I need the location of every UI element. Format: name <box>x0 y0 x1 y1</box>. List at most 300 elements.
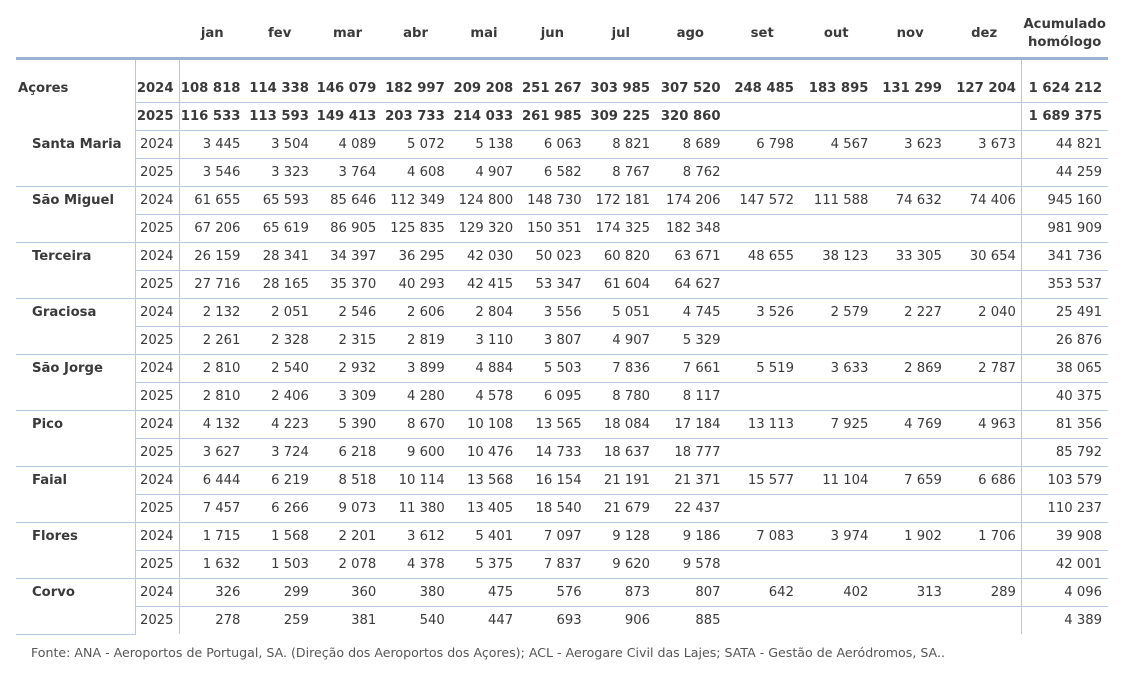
month-value-cell: 2 132 <box>179 299 245 327</box>
accumulated-value-cell: 353 537 <box>1021 271 1108 299</box>
month-value-cell: 209 208 <box>450 75 518 103</box>
month-value-cell <box>947 327 1021 355</box>
month-value-cell: 2 315 <box>314 327 381 355</box>
month-value-cell: 576 <box>518 579 586 607</box>
month-value-cell: 320 860 <box>655 103 725 131</box>
month-value-cell <box>799 495 873 523</box>
month-value-cell <box>799 103 873 131</box>
year-cell: 2025 <box>136 495 179 523</box>
month-value-cell <box>799 215 873 243</box>
month-value-cell <box>726 607 799 635</box>
month-value-cell: 9 073 <box>314 495 381 523</box>
month-value-cell <box>726 159 799 187</box>
name-spacer-cell <box>16 271 136 299</box>
month-value-cell: 10 476 <box>450 439 518 467</box>
header-month-out: out <box>799 10 873 59</box>
island-row <box>16 607 1108 635</box>
month-value-cell: 6 444 <box>179 467 245 495</box>
header-row <box>16 10 1108 59</box>
month-value-cell: 2 328 <box>245 327 313 355</box>
month-value-cell: 4 132 <box>179 411 245 439</box>
year-cell: 2025 <box>136 159 179 187</box>
month-value-cell: 2 810 <box>179 355 245 383</box>
month-value-cell: 807 <box>655 579 725 607</box>
month-value-cell: 313 <box>873 579 946 607</box>
month-value-cell: 61 655 <box>179 187 245 215</box>
header-gap-row <box>16 59 1108 76</box>
year-cell: 2024 <box>136 243 179 271</box>
month-value-cell: 18 084 <box>587 411 655 439</box>
month-value-cell: 4 567 <box>799 131 873 159</box>
name-spacer-cell <box>16 103 136 131</box>
month-value-cell: 8 518 <box>314 467 381 495</box>
island-name: Pico <box>32 417 64 433</box>
month-value-cell: 114 338 <box>245 75 313 103</box>
month-value-cell: 2 869 <box>873 355 946 383</box>
month-value-cell: 4 907 <box>587 327 655 355</box>
month-value-cell: 8 689 <box>655 131 725 159</box>
month-value-cell: 6 798 <box>726 131 799 159</box>
accumulated-value-cell: 44 821 <box>1021 131 1108 159</box>
month-value-cell: 67 206 <box>179 215 245 243</box>
month-value-cell: 15 577 <box>726 467 799 495</box>
month-value-cell: 2 787 <box>947 355 1021 383</box>
month-value-cell: 2 932 <box>314 355 381 383</box>
month-value-cell <box>799 551 873 579</box>
month-value-cell <box>799 271 873 299</box>
island-row <box>16 383 1108 411</box>
island-name: Flores <box>32 529 78 545</box>
month-value-cell: 3 556 <box>518 299 586 327</box>
month-value-cell <box>947 495 1021 523</box>
island-row <box>16 131 1108 159</box>
accumulated-value-cell: 103 579 <box>1021 467 1108 495</box>
month-value-cell: 299 <box>245 579 313 607</box>
header-month-jul: jul <box>587 10 655 59</box>
month-value-cell <box>799 607 873 635</box>
accumulated-value-cell: 38 065 <box>1021 355 1108 383</box>
month-value-cell: 381 <box>351 613 377 628</box>
month-value-cell: 183 895 <box>799 75 873 103</box>
month-value-cell: 22 437 <box>655 495 725 523</box>
month-value-cell <box>726 327 799 355</box>
month-value-cell: 111 588 <box>799 187 873 215</box>
month-value-cell: 447 <box>488 613 514 628</box>
month-value-cell: 61 604 <box>587 271 655 299</box>
island-row <box>16 271 1108 299</box>
month-value-cell <box>947 383 1021 411</box>
month-value-cell <box>726 215 799 243</box>
gap-cell <box>16 59 136 76</box>
month-value-cell: 2 201 <box>314 523 381 551</box>
month-value-cell: 3 612 <box>381 523 449 551</box>
passenger-table <box>16 10 1108 635</box>
month-value-cell: 148 730 <box>518 187 586 215</box>
month-value-cell: 40 293 <box>381 271 449 299</box>
month-value-cell <box>873 159 946 187</box>
island-row <box>16 215 1108 243</box>
month-value-cell <box>873 215 946 243</box>
month-value-cell <box>947 439 1021 467</box>
header-month-ago: ago <box>655 10 725 59</box>
month-value-cell: 11 380 <box>381 495 449 523</box>
month-value-cell: 3 627 <box>179 439 245 467</box>
island-row <box>16 159 1108 187</box>
month-value-cell: 182 348 <box>655 215 725 243</box>
month-value-cell: 36 295 <box>381 243 449 271</box>
gap-cell <box>179 59 1021 76</box>
month-value-cell: 28 165 <box>245 271 313 299</box>
month-value-cell: 35 370 <box>314 271 381 299</box>
month-value-cell <box>947 159 1021 187</box>
month-value-cell: 9 620 <box>587 551 655 579</box>
island-row <box>16 579 1108 607</box>
month-value-cell <box>947 551 1021 579</box>
month-value-cell: 21 371 <box>655 467 725 495</box>
month-value-cell: 7 661 <box>655 355 725 383</box>
year-cell: 2025 <box>136 327 179 355</box>
month-value-cell <box>947 103 1021 131</box>
month-value-cell: 4 884 <box>450 355 518 383</box>
name-spacer-cell <box>16 215 136 243</box>
year-cell: 2024 <box>136 131 179 159</box>
month-value-cell: 251 267 <box>518 75 586 103</box>
month-value-cell <box>799 383 873 411</box>
month-value-cell: 3 323 <box>245 159 313 187</box>
month-value-cell: 7 457 <box>179 495 245 523</box>
year-cell: 2024 <box>136 411 179 439</box>
month-value-cell: 2 540 <box>245 355 313 383</box>
month-value-cell: 5 375 <box>450 551 518 579</box>
month-value-cell <box>799 327 873 355</box>
month-value-cell: 6 095 <box>518 383 586 411</box>
month-value-cell <box>947 271 1021 299</box>
month-value-cell: 8 767 <box>587 159 655 187</box>
month-value-cell: 60 820 <box>587 243 655 271</box>
passenger-table-wrapper <box>16 10 1108 635</box>
month-value-cell: 2 406 <box>245 383 313 411</box>
year-cell: 2024 <box>136 523 179 551</box>
month-value-cell: 11 104 <box>799 467 873 495</box>
month-value-cell: 65 593 <box>245 187 313 215</box>
header-accumulated-line1: Acumulado <box>1023 16 1106 32</box>
month-value-cell: 3 724 <box>245 439 313 467</box>
month-value-cell: 8 780 <box>587 383 655 411</box>
year-cell: 2024 <box>136 579 179 607</box>
month-value-cell: 2 051 <box>245 299 313 327</box>
month-value-cell: 642 <box>726 579 799 607</box>
month-value-cell <box>873 271 946 299</box>
month-value-cell: 4 378 <box>381 551 449 579</box>
month-value-cell: 116 533 <box>179 103 245 131</box>
month-value-cell: 4 608 <box>381 159 449 187</box>
month-value-cell: 261 985 <box>518 103 586 131</box>
month-value-cell <box>873 439 946 467</box>
month-value-cell: 307 520 <box>655 75 725 103</box>
island-row <box>16 327 1108 355</box>
month-value-cell <box>726 551 799 579</box>
month-value-cell <box>873 551 946 579</box>
month-value-cell: 3 526 <box>726 299 799 327</box>
month-value-cell: 4 907 <box>450 159 518 187</box>
month-value-cell: 5 519 <box>726 355 799 383</box>
month-value-cell: 3 673 <box>947 131 1021 159</box>
month-value-cell: 48 655 <box>726 243 799 271</box>
month-value-cell: 259 <box>283 613 309 628</box>
month-value-cell: 1 568 <box>245 523 313 551</box>
month-value-cell: 2 261 <box>179 327 245 355</box>
region-name: Açores <box>18 81 69 97</box>
month-value-cell: 34 397 <box>314 243 381 271</box>
year-cell: 2025 <box>136 439 179 467</box>
month-value-cell: 380 <box>381 579 449 607</box>
accumulated-value-cell: 81 356 <box>1021 411 1108 439</box>
month-value-cell: 3 546 <box>179 159 245 187</box>
month-value-cell: 885 <box>695 613 721 628</box>
month-value-cell <box>726 439 799 467</box>
header-month-mar: mar <box>314 10 381 59</box>
month-value-cell: 7 083 <box>726 523 799 551</box>
month-value-cell: 9 186 <box>655 523 725 551</box>
accumulated-value-cell: 40 375 <box>1021 383 1108 411</box>
year-cell: 2024 <box>136 467 179 495</box>
month-value-cell: 2 804 <box>450 299 518 327</box>
year-cell: 2025 <box>136 103 179 131</box>
month-value-cell <box>947 215 1021 243</box>
header-month-mai: mai <box>450 10 518 59</box>
month-value-cell: 3 633 <box>799 355 873 383</box>
month-value-cell: 3 899 <box>381 355 449 383</box>
month-value-cell: 2 819 <box>381 327 449 355</box>
month-value-cell: 127 204 <box>947 75 1021 103</box>
month-value-cell: 42 415 <box>450 271 518 299</box>
month-value-cell: 172 181 <box>587 187 655 215</box>
accumulated-value-cell: 25 491 <box>1021 299 1108 327</box>
header-blank-year <box>136 10 179 59</box>
accumulated-value-cell: 110 237 <box>1021 495 1108 523</box>
month-value-cell: 3 445 <box>179 131 245 159</box>
month-value-cell: 1 902 <box>873 523 946 551</box>
month-value-cell: 13 568 <box>450 467 518 495</box>
month-value-cell: 9 578 <box>655 551 725 579</box>
year-cell: 2025 <box>136 607 179 635</box>
month-value-cell: 9 600 <box>381 439 449 467</box>
month-value-cell: 2 078 <box>314 551 381 579</box>
island-row <box>16 411 1108 439</box>
month-value-cell: 4 089 <box>314 131 381 159</box>
month-value-cell: 21 191 <box>587 467 655 495</box>
month-value-cell <box>726 103 799 131</box>
accumulated-value-cell: 945 160 <box>1021 187 1108 215</box>
name-spacer-cell <box>16 551 136 579</box>
island-name: Terceira <box>32 249 92 265</box>
month-value-cell: 5 401 <box>450 523 518 551</box>
island-name: São Miguel <box>32 193 114 209</box>
month-value-cell <box>799 439 873 467</box>
month-value-cell: 63 671 <box>655 243 725 271</box>
month-value-cell: 5 329 <box>655 327 725 355</box>
month-value-cell <box>726 271 799 299</box>
accumulated-value-cell: 39 908 <box>1021 523 1108 551</box>
source-footnote: Fonte: ANA - Aeroportos de Portugal, SA. (Direção dos Aeroportos dos Açores); ACL - Aerogare Civil das Lajes; SATA - Gestão de Aeródromos, SA.. <box>31 645 945 660</box>
month-value-cell: 150 351 <box>518 215 586 243</box>
accumulated-value-cell: 1 624 212 <box>1021 75 1108 103</box>
month-value-cell: 5 503 <box>518 355 586 383</box>
month-value-cell: 2 579 <box>799 299 873 327</box>
month-value-cell <box>873 327 946 355</box>
month-value-cell: 214 033 <box>450 103 518 131</box>
month-value-cell: 16 154 <box>518 467 586 495</box>
month-value-cell: 131 299 <box>873 75 946 103</box>
year-cell: 2024 <box>136 187 179 215</box>
island-row <box>16 495 1108 523</box>
year-cell: 2025 <box>136 383 179 411</box>
month-value-cell: 5 072 <box>381 131 449 159</box>
gap-cell <box>1021 59 1108 76</box>
header-month-fev: fev <box>245 10 313 59</box>
month-value-cell: 10 108 <box>450 411 518 439</box>
month-value-cell: 326 <box>179 579 245 607</box>
month-value-cell: 42 030 <box>450 243 518 271</box>
month-value-cell <box>726 383 799 411</box>
month-value-cell: 17 184 <box>655 411 725 439</box>
island-row <box>16 439 1108 467</box>
month-value-cell: 4 223 <box>245 411 313 439</box>
month-value-cell: 28 341 <box>245 243 313 271</box>
month-value-cell: 4 745 <box>655 299 725 327</box>
month-value-cell: 4 963 <box>947 411 1021 439</box>
month-value-cell: 7 837 <box>518 551 586 579</box>
month-value-cell: 10 114 <box>381 467 449 495</box>
month-value-cell: 125 835 <box>381 215 449 243</box>
month-value-cell: 86 905 <box>314 215 381 243</box>
accumulated-value-cell: 341 736 <box>1021 243 1108 271</box>
month-value-cell <box>873 103 946 131</box>
header-month-nov: nov <box>873 10 946 59</box>
month-value-cell <box>947 607 1021 635</box>
header-month-abr: abr <box>381 10 449 59</box>
month-value-cell <box>799 159 873 187</box>
accumulated-value-cell: 44 259 <box>1021 159 1108 187</box>
header-month-set: set <box>726 10 799 59</box>
month-value-cell: 1 715 <box>179 523 245 551</box>
month-value-cell: 21 679 <box>587 495 655 523</box>
table-body <box>16 59 1108 635</box>
accumulated-value-cell: 4 096 <box>1021 579 1108 607</box>
month-value-cell: 906 <box>624 613 651 628</box>
month-value-cell: 50 023 <box>518 243 586 271</box>
month-value-cell: 9 128 <box>587 523 655 551</box>
island-name: Faial <box>32 473 68 489</box>
month-value-cell: 129 320 <box>450 215 518 243</box>
month-value-cell: 2 606 <box>381 299 449 327</box>
month-value-cell: 18 777 <box>655 439 725 467</box>
month-value-cell: 1 632 <box>179 551 245 579</box>
month-value-cell: 289 <box>947 579 1021 607</box>
year-cell: 2024 <box>136 299 179 327</box>
island-row <box>16 551 1108 579</box>
month-value-cell: 13 405 <box>450 495 518 523</box>
month-value-cell: 13 113 <box>726 411 799 439</box>
month-value-cell: 6 266 <box>245 495 313 523</box>
month-value-cell: 6 686 <box>947 467 1021 495</box>
name-spacer-cell <box>16 439 136 467</box>
month-value-cell: 3 764 <box>314 159 381 187</box>
month-value-cell: 74 632 <box>873 187 946 215</box>
month-value-cell: 18 540 <box>518 495 586 523</box>
month-value-cell: 5 138 <box>450 131 518 159</box>
month-value-cell: 248 485 <box>726 75 799 103</box>
header-accumulated <box>1021 10 1108 59</box>
month-value-cell: 5 390 <box>314 411 381 439</box>
year-cell: 2025 <box>136 271 179 299</box>
island-row <box>16 299 1108 327</box>
month-value-cell: 174 206 <box>655 187 725 215</box>
month-value-cell: 2 040 <box>947 299 1021 327</box>
month-value-cell: 360 <box>314 579 381 607</box>
island-row <box>16 523 1108 551</box>
month-value-cell: 2 227 <box>873 299 946 327</box>
month-value-cell: 8 821 <box>587 131 655 159</box>
month-value-cell: 4 578 <box>450 383 518 411</box>
month-value-cell: 33 305 <box>873 243 946 271</box>
gap-cell <box>136 59 179 76</box>
month-value-cell: 30 654 <box>947 243 1021 271</box>
name-spacer-cell <box>16 327 136 355</box>
year-cell: 2025 <box>136 215 179 243</box>
month-value-cell: 1 503 <box>245 551 313 579</box>
month-value-cell: 3 309 <box>314 383 381 411</box>
island-row <box>16 355 1108 383</box>
month-value-cell: 303 985 <box>587 75 655 103</box>
month-value-cell: 873 <box>587 579 655 607</box>
month-value-cell: 3 504 <box>245 131 313 159</box>
month-value-cell: 18 637 <box>587 439 655 467</box>
name-spacer-cell <box>16 495 136 523</box>
year-cell: 2025 <box>136 551 179 579</box>
island-name: Santa Maria <box>32 137 122 152</box>
name-spacer-cell <box>16 607 136 635</box>
month-value-cell: 3 623 <box>873 131 946 159</box>
month-value-cell: 1 706 <box>947 523 1021 551</box>
month-value-cell: 3 110 <box>450 327 518 355</box>
island-name: Corvo <box>32 585 75 601</box>
month-value-cell: 2 810 <box>179 383 245 411</box>
month-value-cell: 112 349 <box>381 187 449 215</box>
month-value-cell: 8 762 <box>655 159 725 187</box>
year-cell: 2024 <box>136 355 179 383</box>
month-value-cell: 203 733 <box>381 103 449 131</box>
month-value-cell: 7 097 <box>518 523 586 551</box>
month-value-cell <box>726 495 799 523</box>
month-value-cell: 6 063 <box>518 131 586 159</box>
month-value-cell: 6 582 <box>518 159 586 187</box>
accumulated-value-cell: 26 876 <box>1021 327 1108 355</box>
year-cell: 2024 <box>136 75 179 103</box>
name-spacer-cell <box>16 383 136 411</box>
header-accumulated-line2: homólogo <box>1028 34 1102 50</box>
table-header <box>16 10 1108 59</box>
month-value-cell: 13 565 <box>518 411 586 439</box>
header-month-dez: dez <box>947 10 1021 59</box>
header-blank-name <box>16 10 136 59</box>
island-row <box>16 467 1108 495</box>
island-name: São Jorge <box>32 361 103 377</box>
month-value-cell: 38 123 <box>799 243 873 271</box>
month-value-cell: 475 <box>450 579 518 607</box>
month-value-cell: 53 347 <box>518 271 586 299</box>
month-value-cell: 108 818 <box>179 75 245 103</box>
